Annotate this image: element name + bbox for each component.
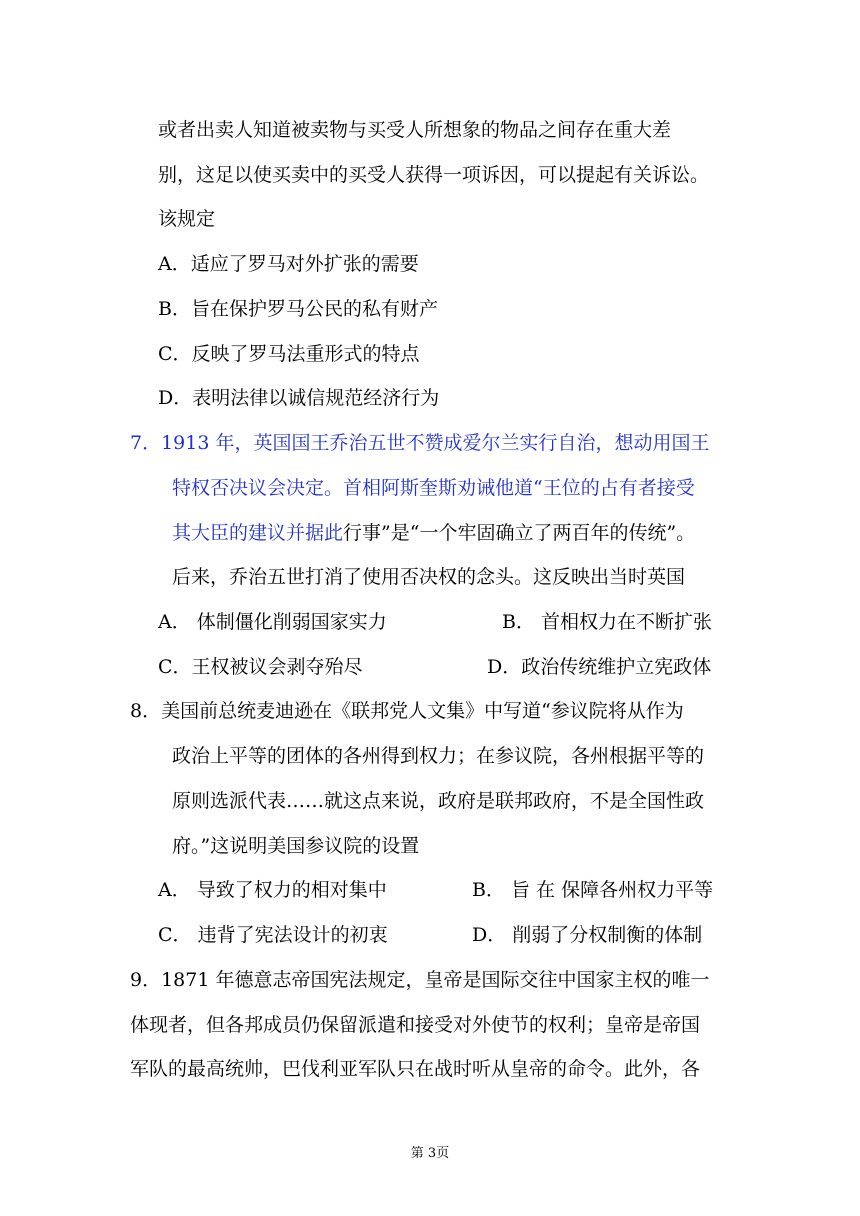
q8-option-a: A． 导致了权力的相对集中 <box>158 879 387 901</box>
intro-line-3: 该规定 <box>158 208 216 230</box>
q6-option-d: D．表明法律以诚信规范经济行为 <box>158 387 440 409</box>
q9-line-1: 9．1871 年德意志帝国宪法规定，皇帝是国际交往中国家主权的唯一 <box>130 969 710 991</box>
intro-line-1: 或者出卖人知道被卖物与买受人所想象的物品之间存在重大差 <box>158 119 672 141</box>
q8-line-1: 8．美国前总统麦迪逊在《联邦党人文集》中写道“参议院将从作为 <box>130 700 684 722</box>
q8-option-b: B． 旨 在 保障各州权力平等 <box>472 879 714 901</box>
q9-line-2: 体现者，但各邦成员仍保留派遣和接受对外使节的权利；皇帝是帝国 <box>130 1014 701 1036</box>
q7-line-3-rest: 行事”是“一个牢固确立了两百年的传统”。 <box>343 522 696 544</box>
q7-line-1: 7．1913 年，英国国王乔治五世不赞成爱尔兰实行自治，想动用国王 <box>130 432 710 454</box>
q6-option-a: A．适应了罗马对外扩张的需要 <box>158 253 419 275</box>
q7-option-c: C．王权被议会剥夺殆尽 <box>158 656 363 678</box>
q6-option-b: B．旨在保护罗马公民的私有财产 <box>158 298 438 320</box>
q7-option-d: D．政治传统维护立宪政体 <box>487 656 712 678</box>
q8-line-3: 原则选派代表……就这点来说，政府是联邦政府，不是全国性政 <box>172 790 705 812</box>
q8-option-d: D． 削弱了分权制衡的体制 <box>472 924 703 946</box>
q7-line-2: 特权否决议会决定。首相阿斯奎斯劝诫他道“王位的占有者接受 <box>172 477 695 499</box>
q8-line-4: 府。”这说明美国参议院的设置 <box>172 835 420 857</box>
q9-line-3: 军队的最高统帅，巴伐利亚军队只在战时听从皇帝的命令。此外，各 <box>130 1058 701 1080</box>
q6-option-c: C．反映了罗马法重形式的特点 <box>158 343 420 365</box>
intro-line-2: 别，这足以使买卖中的买受人获得一项诉因，可以提起有关诉讼。 <box>158 164 710 186</box>
q7-line-3 <box>172 519 695 547</box>
q7-line-3-highlight: 其大臣的建议并据此 <box>172 522 344 544</box>
page-number: 第 3页 <box>410 1146 450 1161</box>
q8-line-2: 政治上平等的团体的各州得到权力；在参议院，各州根据平等的 <box>172 745 705 767</box>
q7-option-a: A． 体制僵化削弱国家实力 <box>158 611 387 633</box>
q7-line-4: 后来，乔治五世打消了使用否决权的念头。这反映出当时英国 <box>172 566 686 588</box>
q8-option-c: C． 违背了宪法设计的初衷 <box>158 924 388 946</box>
q7-option-b: B． 首相权力在不断扩张 <box>502 611 713 633</box>
